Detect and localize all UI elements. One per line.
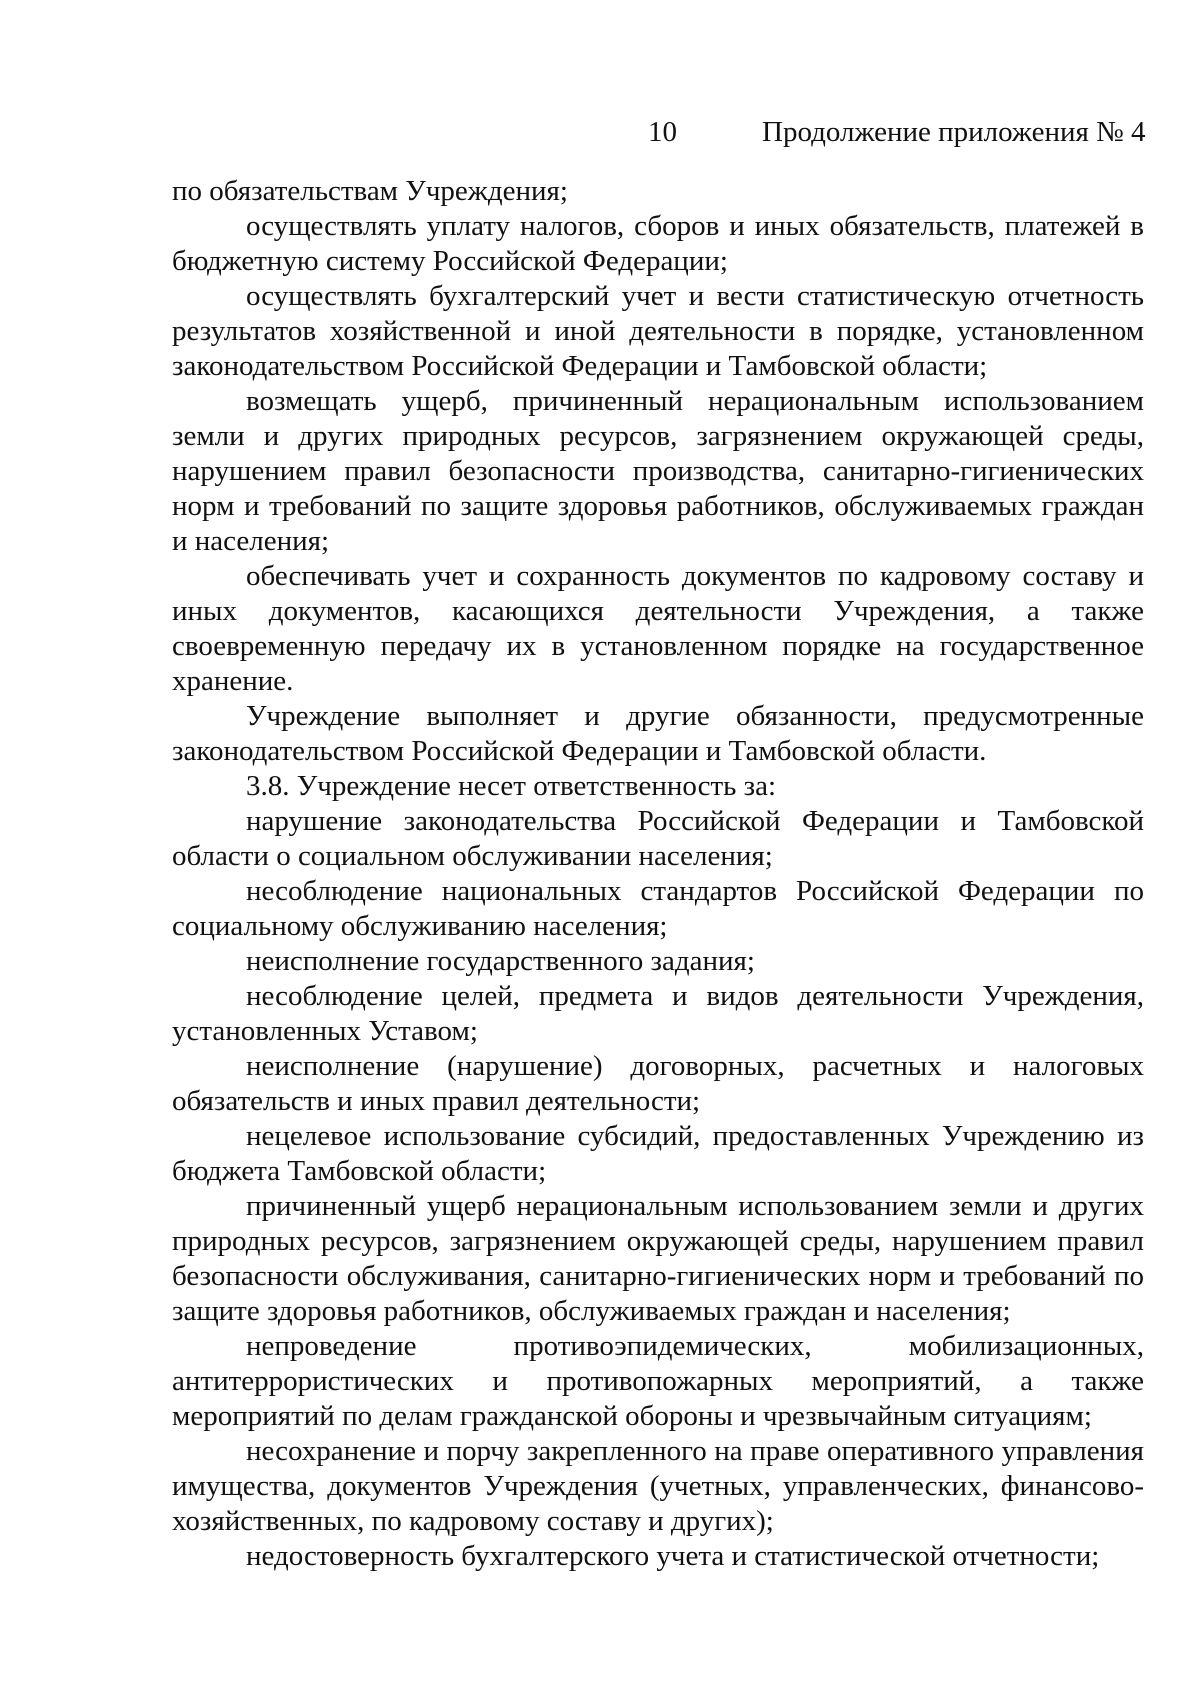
page-header (0, 114, 1200, 150)
appendix-continuation-caption: Продолжение приложения № 4 (762, 116, 1146, 148)
paragraph: несоблюдение целей, предмета и видов деятельности Учреждения, установленных Уставом; (172, 980, 1144, 1047)
paragraph: недостоверность бухгалтерского учета и статистической отчетности; (246, 1540, 1100, 1572)
paragraph: неисполнение (нарушение) договорных, расчетных и налоговых обязательств и иных правил деятельности; (172, 1050, 1144, 1117)
paragraph: Учреждение выполняет и другие обязанности, предусмотренные законодательством Российской Федерации и Тамбовской области. (172, 700, 1144, 767)
paragraph: нецелевое использование субсидий, предоставленных Учреждению из бюджета Тамбовской области; (172, 1120, 1144, 1187)
document-body (172, 174, 1144, 1574)
paragraph: нарушение законодательства Российской Федерации и Тамбовской области о социальном обслуживании населения; (172, 805, 1144, 872)
paragraph: возмещать ущерб, причиненный нерациональным использованием земли и других природных ресурсов, загрязнением окружающей среды, нарушением правил безопасности производства, санитарно-гигиенических норм и требований по защите здоровья работников, обслуживаемых граждан и населения; (172, 385, 1144, 557)
paragraph: причиненный ущерб нерациональным использованием земли и других природных ресурсов, загрязнением окружающей среды, нарушением правил безопасности обслуживания, санитарно-гигиенических норм и требований по защите здоровья работников, обслуживаемых граждан и населения; (172, 1190, 1144, 1327)
paragraph: несоблюдение национальных стандартов Российской Федерации по социальному обслуживанию населения; (172, 875, 1144, 942)
paragraph: осуществлять бухгалтерский учет и вести статистическую отчетность результатов хозяйственной и иной деятельности в порядке, установленном законодательством Российской Федерации и Тамбовской области; (172, 280, 1144, 382)
paragraph: осуществлять уплату налогов, сборов и иных обязательств, платежей в бюджетную систему Российской Федерации; (172, 210, 1144, 277)
paragraph: по обязательствам Учреждения; (172, 175, 568, 207)
section-heading: 3.8. Учреждение несет ответственность за: (246, 770, 777, 802)
paragraph: несохранение и порчу закрепленного на праве оперативного управления имущества, документов Учреждения (учетных, управленческих, финансово-хозяйственных, по кадровому составу и других); (172, 1435, 1144, 1537)
paragraph: неисполнение государственного задания; (246, 945, 755, 977)
page-number: 10 (648, 116, 677, 148)
paragraph: непроведение противоэпидемических, мобилизационных, антитеррористических и противопожарных мероприятий, а также мероприятий по делам гражданской обороны и чрезвычайным ситуациям; (172, 1330, 1144, 1432)
paragraph: обеспечивать учет и сохранность документов по кадровому составу и иных документов, касающихся деятельности Учреждения, а также своевременную передачу их в установленном порядке на государственное хранение. (172, 560, 1144, 697)
